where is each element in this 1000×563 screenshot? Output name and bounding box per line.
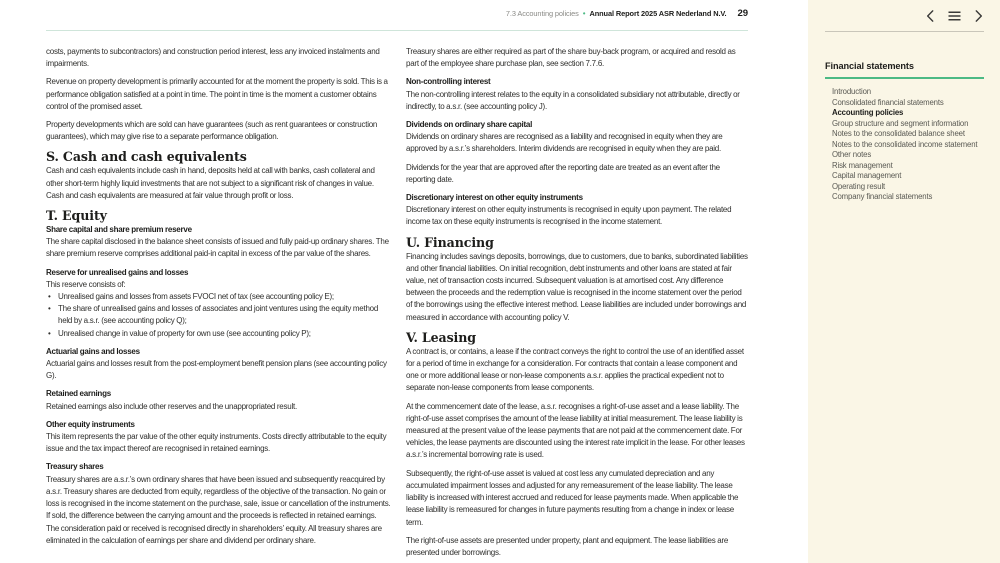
sub-heading: Share capital and share premium reserve [46, 225, 192, 235]
section-heading: V. Leasing [406, 329, 477, 345]
page-header [506, 8, 748, 19]
header-divider [46, 30, 748, 31]
page-number: 29 [737, 8, 748, 19]
sidebar-item-group-structure-and-segment-information[interactable]: Group structure and segment information [832, 118, 969, 128]
paragraph: Cash and cash equivalents include cash in hand, deposits held at call with banks, cash collateral and other short-term highly liquid investments that are not subject to a significant risk of changes in value. Cash and cash equivalents are measured at fair value through profit or loss. [46, 166, 375, 200]
sidebar-item-risk-management[interactable]: Risk management [832, 160, 893, 170]
paragraph: Treasury shares are a.s.r.’s own ordinary shares that have been issued and subsequently reacquired by a.s.r. Treasury shares are deducted from equity, regardless of the objective of the transaction. No gain or loss is recognised in the income statement on the purchase, sale, issue or cancellation of the instruments. If sold, the difference between the carrying amount and the proceeds is reflected in retained earnings. The consideration paid or received is recognised directly in shareholders’ equity. All treasury shares are eliminated in the calculation of earnings per share and dividend per ordinary share. [46, 474, 391, 545]
report-title: Annual Report 2025 ASR Nederland N.V. [589, 9, 727, 18]
chevron-left-icon[interactable] [926, 10, 934, 22]
sidebar-item-accounting-policies[interactable]: Accounting policies [832, 108, 904, 117]
bullet-item: • Unrealised change in value of property for own use (see accounting policy P); [46, 328, 391, 340]
paragraph: Dividends on ordinary shares are recognised as a liability and recognised in equity when they are approved by a.s.r.’s shareholders. Interim dividends are recognised in equity when they are paid. [406, 132, 723, 154]
paragraph: This reserve consists of: [46, 279, 126, 289]
sub-heading: Retained earnings [46, 389, 111, 399]
bullet-item: • Unrealised gains and losses from assets FVOCI net of tax (see accounting policy E); [46, 291, 391, 303]
sub-heading: Treasury shares [46, 462, 104, 472]
sidebar-item-operating-result[interactable]: Operating result [832, 181, 886, 191]
sidebar-nav [926, 10, 983, 22]
menu-icon[interactable] [948, 11, 961, 21]
left-column [46, 46, 391, 553]
bullet-list [46, 291, 391, 340]
breadcrumb-separator-dot: • [582, 9, 586, 18]
paragraph: Retained earnings also include other reserves and the unappropriated result. [46, 401, 297, 411]
sidebar-item-introduction[interactable]: Introduction [832, 87, 871, 96]
sidebar [808, 0, 1000, 563]
sub-heading: Non-controlling interest [406, 77, 491, 87]
paragraph: costs, payments to subcontractors) and construction period interest, less any invoiced instalments and impairments. [46, 47, 380, 69]
sidebar-item-consolidated-financial-statements[interactable]: Consolidated financial statements [832, 97, 944, 107]
sub-heading: Dividends on ordinary share capital [406, 120, 533, 130]
sidebar-item-notes-to-the-consolidated-balance-sheet[interactable]: Notes to the consolidated balance sheet [832, 129, 965, 138]
paragraph: Subsequently, the right-of-use asset is valued at cost less any cumulated depreciation and any accumulated impairment losses and adjusted for any remeasurement of the lease liability. The lease liability is increased with interest accrued and reduced for lease payments made. When applicable the lease liability is remeasured for changes in future payments resulting from a change in index or lease term. [406, 468, 739, 527]
paragraph: Discretionary interest on other equity instruments is recognised in equity upon payment. The related income tax on these equity instruments is recognised in the income statement. [406, 205, 732, 227]
sub-heading: Reserve for unrealised gains and losses [46, 267, 189, 277]
sidebar-item-other-notes[interactable]: Other notes [832, 150, 872, 159]
sub-heading: Other equity instruments [46, 419, 135, 429]
section-heading: S. Cash and cash equivalents [46, 149, 247, 165]
sidebar-menu [832, 87, 994, 203]
bullet-item: • The share of unrealised gains and losses of associates and joint ventures using the equity method held by a.s.r. (see accounting policy Q); [46, 303, 391, 327]
sub-heading: Discretionary interest on other equity instruments [406, 193, 583, 203]
paragraph: This item represents the par value of the other equity instruments. Costs directly attributable to the equity issue and the tax impact thereof are recognised in retained earnings. [46, 432, 387, 454]
section-heading: T. Equity [46, 208, 107, 224]
chevron-right-icon[interactable] [975, 10, 983, 22]
paragraph: At the commencement date of the lease, a.s.r. recognises a right-of-use asset and a lease liability. The right-of-use asset comprises the amount of the lease liability at initial measurement. The lease liability is measured at the present value of the lease payments that are not paid at the commencement date. For vehicles, the lease payments are discounted using the interest rate implicit in the lease. For other leases a.s.r.’s incremental borrowing rate is used. [406, 401, 745, 460]
sub-heading: Actuarial gains and losses [46, 346, 140, 356]
paragraph: The share capital disclosed in the balance sheet consists of issued and fully paid-up ordinary shares. The share premium reserve comprises additional paid-in capital in excess of the par value of the shares. [46, 237, 389, 259]
paragraph: Financing includes savings deposits, borrowings, due to customers, due to banks, subordinated liabilities and other financial liabilities. On initial recognition, debt instruments and other loans are stated at fair value, net of transaction costs incurred. Subsequent valuation is at amortised cost. Any difference between the proceeds and the redemption value is recognised in the income statement over the period of the borrowings using the effective interest method. Lease liabilities are included under borrowings and measured in accordance with accounting policy V. [406, 251, 748, 322]
sidebar-item-notes-to-the-consolidated-income-statement[interactable]: Notes to the consolidated income statement [832, 139, 978, 149]
paragraph: Actuarial gains and losses result from the post-employment benefit pension plans (see accounting policy G). [46, 359, 387, 381]
sidebar-item-capital-management[interactable]: Capital management [832, 171, 902, 180]
paragraph: Revenue on property development is primarily accounted for at the moment the property is sold. This is a performance obligation satisfied at a point in time. The point in time is the moment a customer obtains control of the promised asset. [46, 77, 388, 111]
paragraph: Dividends for the year that are approved after the reporting date are treated as an event after the reporting date. [406, 162, 720, 184]
paragraph: The right-of-use assets are presented under property, plant and equipment. The lease liabilities are presented under borrowings. [406, 535, 729, 557]
sidebar-title: Financial statements [825, 61, 984, 79]
paragraph: The non-controlling interest relates to the equity in a consolidated subsidiary not attributable, directly or indirectly, to a.s.r. (see accounting policy J). [406, 89, 740, 111]
paragraph: Treasury shares are either required as part of the share buy-back program, or acquired and resold as part of the employee share purchase plan, see section 7.7.6. [406, 47, 736, 69]
paragraph: A contract is, or contains, a lease if the contract conveys the right to control the use of an identified asset for a period of time in exchange for a consideration. For contracts that contain a lease component and one or more additional lease or non-lease components a.s.r. applies the practical expedient not to separate non-lease components from lease components. [406, 346, 744, 393]
paragraph: Property developments which are sold can have guarantees (such as rent guarantees or construction guarantees), which may give rise to a separate performance obligation. [46, 120, 378, 142]
sidebar-divider [825, 31, 984, 32]
right-column [406, 46, 749, 563]
breadcrumb: 7.3 Accounting policies [505, 9, 579, 18]
sidebar-item-company-financial-statements[interactable]: Company financial statements [832, 192, 933, 201]
section-heading: U. Financing [406, 234, 494, 250]
